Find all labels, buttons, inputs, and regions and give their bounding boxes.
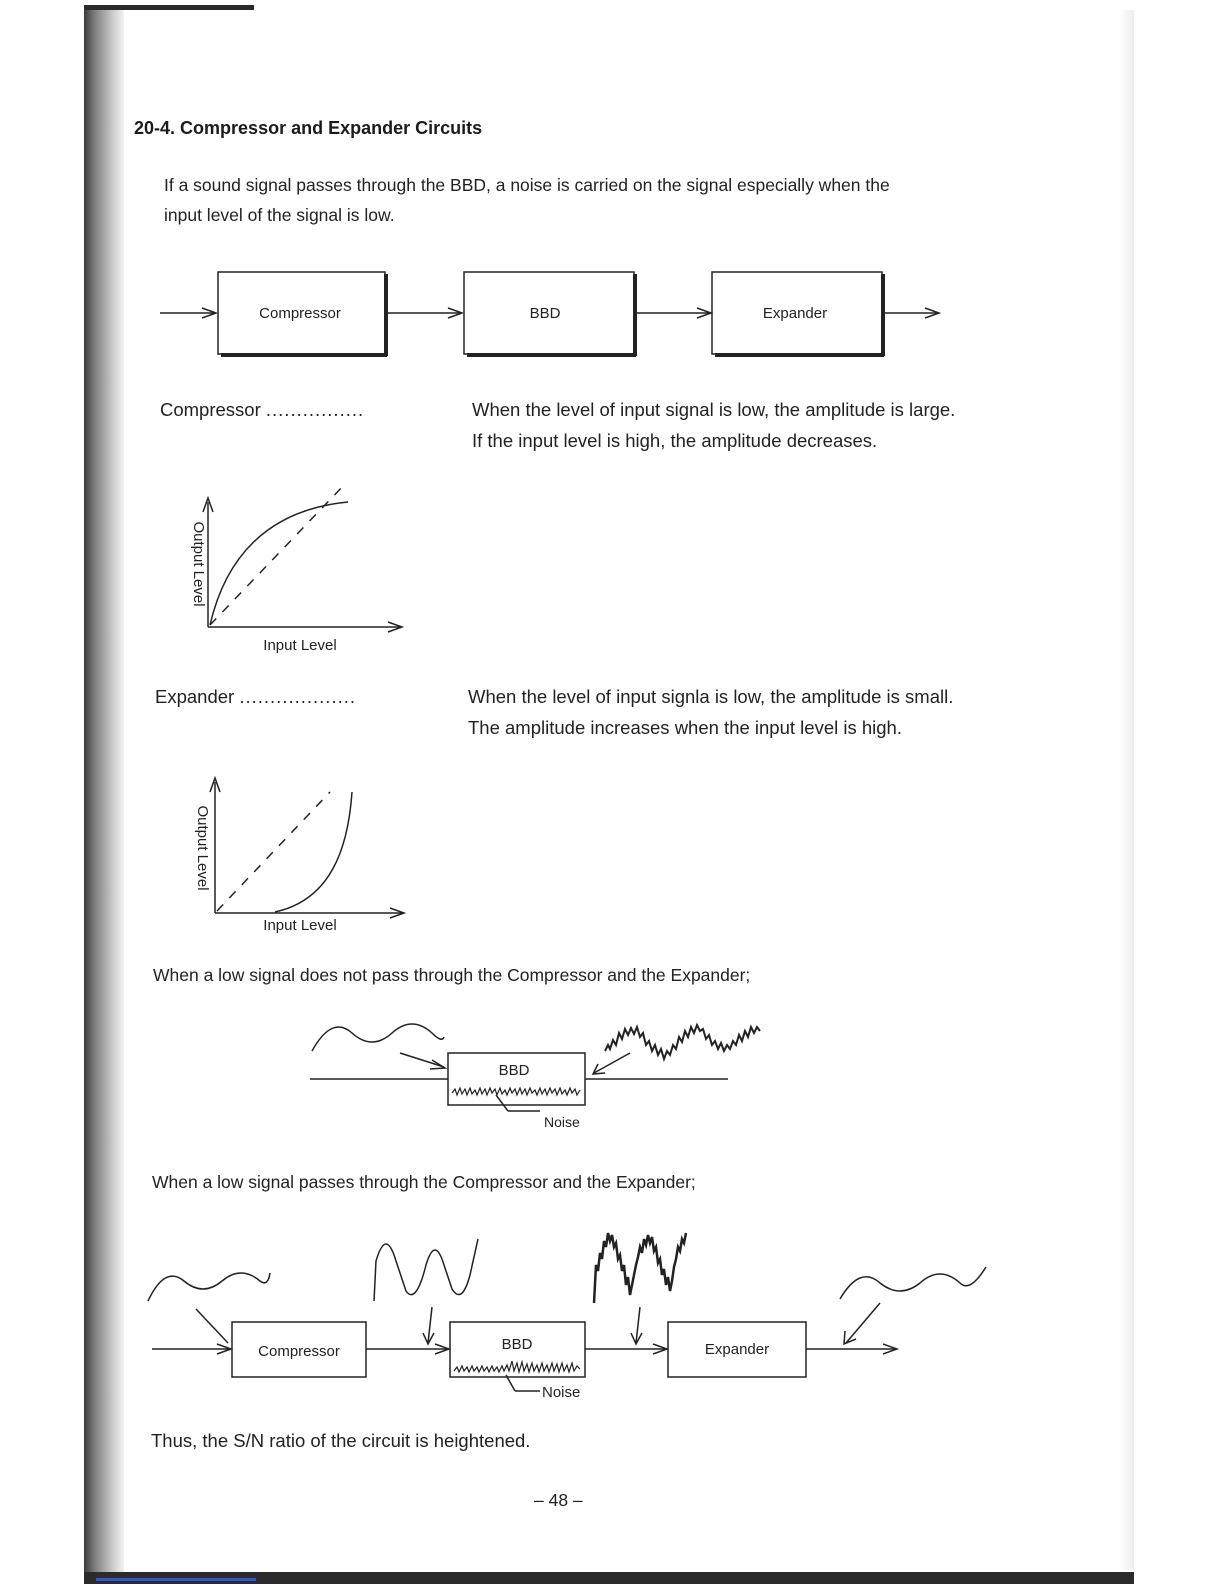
compression-curve xyxy=(210,502,348,625)
term-label: Compressor xyxy=(160,399,261,420)
compressor-term xyxy=(160,399,364,421)
expander-desc-2: The amplitude increases when the input level is high. xyxy=(468,717,902,738)
block-label-compressor: Compressor xyxy=(259,305,341,322)
x-axis-label: Input Level xyxy=(263,917,337,934)
pointer-arrow xyxy=(846,1303,880,1343)
expander-desc-1: When the level of input signla is low, the amplitude is small. xyxy=(468,686,954,707)
scan-shadow xyxy=(84,8,124,1584)
section-title: Compressor and Expander Circuits xyxy=(180,118,483,138)
y-axis-label: Output Level xyxy=(194,805,211,891)
block-label-compressor: Compressor xyxy=(258,1343,340,1360)
compressed-wave xyxy=(374,1239,478,1301)
page-number: – 48 – xyxy=(534,1490,583,1510)
linear-reference xyxy=(210,483,346,625)
y-axis-label: Output Level xyxy=(190,521,207,607)
bbd-block xyxy=(448,1053,585,1105)
diagram-with-compander xyxy=(140,1225,1000,1405)
expander-term xyxy=(155,686,356,708)
leader-dots: ................ xyxy=(265,399,365,420)
compressor-graph xyxy=(170,480,420,660)
scan-margin-top xyxy=(84,0,1224,8)
scan-right-shade xyxy=(1118,10,1134,1570)
scan-bottom-mark xyxy=(96,1578,256,1581)
scan-top-bar xyxy=(84,5,254,10)
noise-trace xyxy=(454,1361,580,1372)
pointer-arrow xyxy=(196,1309,228,1343)
pointer-arrow xyxy=(400,1053,444,1067)
output-signal-wave xyxy=(840,1267,986,1299)
noisy-expanded-wave xyxy=(594,1233,686,1303)
block-diagram xyxy=(150,262,950,367)
bbd-label: BBD xyxy=(498,1062,530,1079)
x-axis-label: Input Level xyxy=(263,637,337,654)
caption-without: When a low signal does not pass through the Compressor and the Expander; xyxy=(153,965,751,985)
intro-line-2: input level of the signal is low. xyxy=(164,205,395,225)
compressor-desc-1: When the level of input signal is low, the amplitude is large. xyxy=(472,399,956,420)
noise-label: Noise xyxy=(542,1384,581,1401)
compressor-desc-2: If the input level is high, the amplitude decreases. xyxy=(472,430,878,451)
diagram-without-compander xyxy=(300,1015,780,1140)
expansion-curve xyxy=(275,792,352,912)
caption-with: When a low signal passes through the Compressor and the Expander; xyxy=(152,1172,696,1192)
section-number: 20-4. xyxy=(134,118,176,138)
scan-margin-left xyxy=(0,0,84,1584)
block-label-expander: Expander xyxy=(704,1341,770,1358)
expander-graph xyxy=(170,770,420,940)
section-heading xyxy=(134,118,482,139)
block-label-bbd: BBD xyxy=(501,1336,533,1353)
leader-dots: ................... xyxy=(239,686,357,707)
input-signal-wave xyxy=(148,1273,270,1301)
term-label: Expander xyxy=(155,686,235,707)
block-label-expander: Expander xyxy=(762,305,828,322)
noise-label: Noise xyxy=(544,1114,580,1130)
pointer-arrow xyxy=(594,1053,630,1073)
input-signal-wave xyxy=(312,1024,444,1051)
scan-margin-right xyxy=(1134,0,1224,1584)
noise-trace xyxy=(452,1088,580,1095)
conclusion: Thus, the S/N ratio of the circuit is heightened. xyxy=(151,1430,531,1451)
block-label-bbd: BBD xyxy=(529,305,561,322)
noise-pointer xyxy=(496,1095,508,1111)
intro-line-1: If a sound signal passes through the BBD, a noise is carried on the signal especially when the xyxy=(164,175,890,195)
